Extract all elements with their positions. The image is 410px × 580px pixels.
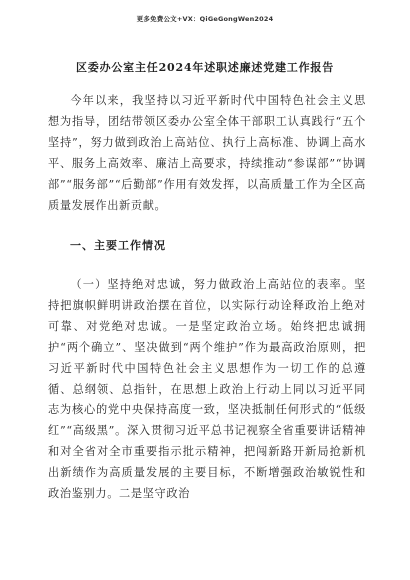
document-title: 区委办公室主任2024年述职述廉述党建工作报告: [75, 61, 334, 74]
intro-paragraph: 今年以来，我坚持以习近平新时代中国特色社会主义思想为指导，团结带领区委办公室全体干部职工认真践行“五个坚持”，努力做到政治上高站位、执行上高标准、协调上高水平、服务上高效率、廉洁上高要求，持续推动“参谋部”“协调部”“服务部”“后勤部”作用有效发挥，以高质量工作为全区高质量发展作出新贡献。: [48, 94, 366, 212]
header-note: 更多免费公文+VX：QiGeGongWen2024: [136, 15, 274, 23]
section-paragraph: （一）坚持绝对忠诚，努力做政治上高站位的表率。坚持把旗帜鲜明讲政治摆在首位，以实际行动诠释政治上绝对可靠、对党绝对忠诚。一是坚定政治立场。始终把忠诚拥护“两个确立”、坚决做到“两个维护”作为最高政治原则，把习近平新时代中国特色社会主义思想作为一切工作的总遵循、总纲领、总指针，在思想上政治上行动上同以习近平同志为核心的党中央保持高度一致，坚决抵制任何形式的“低级红”“高级黑”。深入贯彻习近平总书记视察全省重要讲话精神和对全省对全市重要指示批示精神，把闯新路开新局抢新机出新绩作为高质量发展的主要目标，不断增强政治敏锐性和政治鉴别力。二是坚守政治: [48, 278, 366, 501]
section-heading: 一、主要工作情况: [70, 239, 166, 252]
